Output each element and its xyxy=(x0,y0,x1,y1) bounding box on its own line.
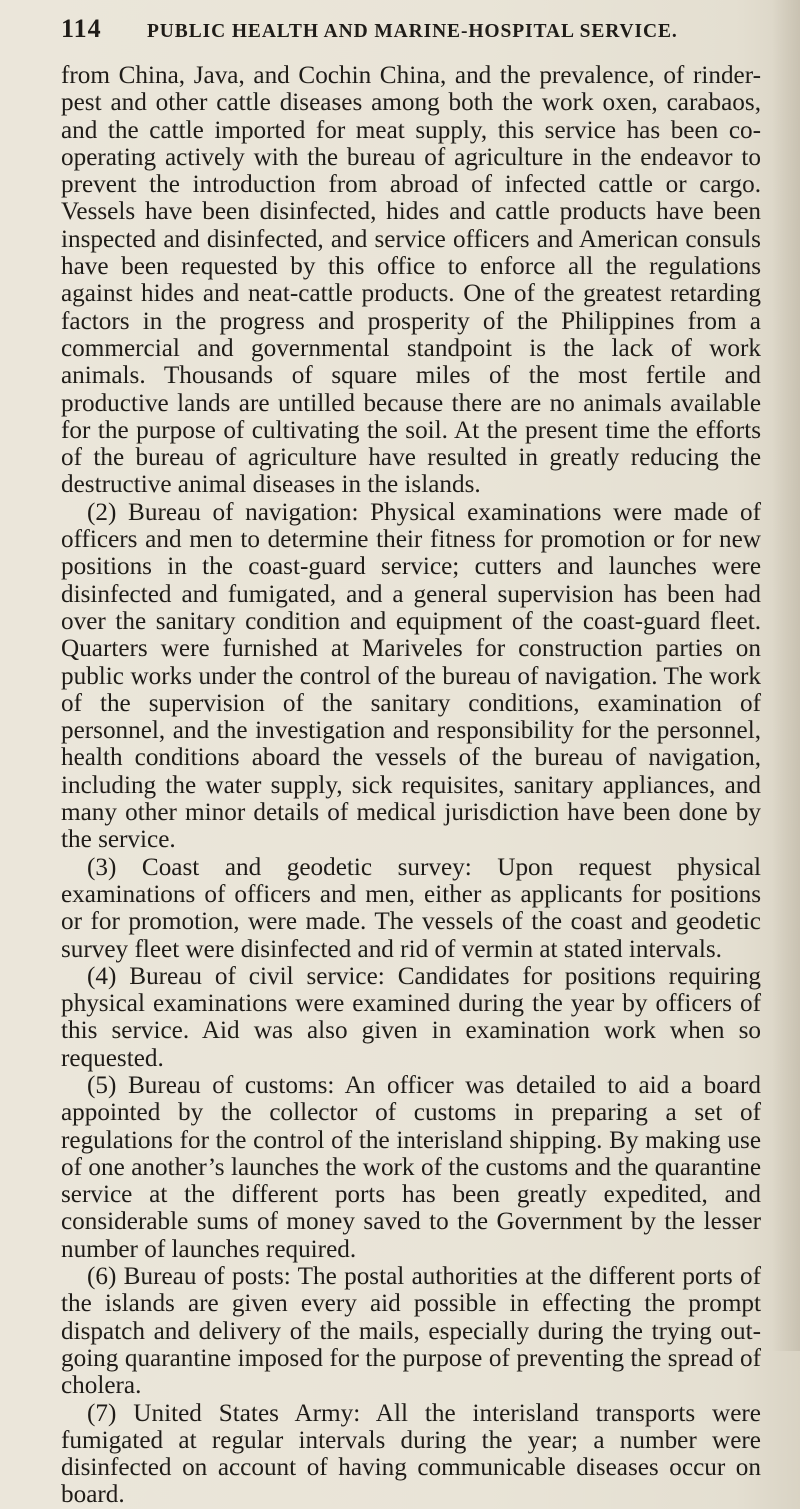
paragraph-posts: (6) Bureau of posts: The postal authorities at the different ports of the islands are given every aid possible in effecting the prompt dispatch and delivery of the mails, especially during the trying out-going quarantine imposed for the purpose of preventing the spread of cholera. xyxy=(61,1263,761,1400)
paragraph-continuation: from China, Java, and Cochin China, and the prevalence, of rinder-pest and other cattle diseases among both the work oxen, carabaos, and the cattle imported for meat supply, this service has been co-operating actively with the bureau of agriculture in the endeavor to prevent the introduction from abroad of infected cattle or cargo. Vessels have been disinfected, hides and cattle products have been inspected and disinfected, and service officers and American consuls have been requested by this office to enforce all the regulations against hides and neat-cattle products. One of the greatest retarding factors in the progress and prosperity of the Philippines from a commercial and governmental standpoint is the lack of work animals. Thousands of square miles of the most fertile and productive lands are untilled because there are no animals available for the purpose of cultivating the soil. At the present time the efforts of the bureau of agriculture have resulted in greatly reducing the destructive animal diseases in the islands. xyxy=(61,62,761,499)
paragraph-customs: (5) Bureau of customs: An officer was detailed to aid a board appointed by the collector of customs in preparing a set of regulations for the control of the interisland shipping. By making use of one another’s launches the work of the customs and the quarantine service at the different ports has been greatly expedited, and considerable sums of money saved to the Government by the lesser number of launches required. xyxy=(61,1071,761,1263)
body-text xyxy=(61,62,761,1509)
paragraph-civil-service: (4) Bureau of civil service: Candidates for positions requiring physical examinations were examined during the year by officers of this service. Aid was also given in examination work when so requested. xyxy=(61,962,761,1072)
page-edge-shadow xyxy=(772,0,800,1351)
page-number: 114 xyxy=(61,14,102,43)
page-header xyxy=(61,14,761,54)
paragraph-bureau-of-navigation: (2) Bureau of navigation: Physical examinations were made of officers and men to determine their fitness for promotion or for new positions in the coast-guard service; cutters and launches were disinfected and fumigated, and a general supervision has been had over the sanitary condition and equipment of the coast-guard fleet. Quarters were furnished at Mariveles for construction parties on public works under the control of the bureau of navigation. The work of the supervision of the sanitary conditions, examination of personnel, and the investigation and responsibility for the personnel, health conditions aboard the vessels of the bureau of navigation, including the water supply, sick requisites, sanitary appliances, and many other minor details of medical jurisdiction have been done by the service. xyxy=(61,498,761,854)
document-page xyxy=(61,14,761,1509)
running-head: PUBLIC HEALTH AND MARINE-HOSPITAL SERVICE. xyxy=(147,21,678,42)
paragraph-coast-geodetic-survey: (3) Coast and geodetic survey: Upon request physical examinations of officers and men, either as applicants for positions or for promotion, were made. The vessels of the coast and geodetic survey fleet were disinfected and rid of vermin at stated intervals. xyxy=(61,853,761,963)
paragraph-army: (7) United States Army: All the interisland transports were fumigated at regular intervals during the year; a number were disinfected on account of having communicable diseases occur on board. xyxy=(61,1399,761,1509)
